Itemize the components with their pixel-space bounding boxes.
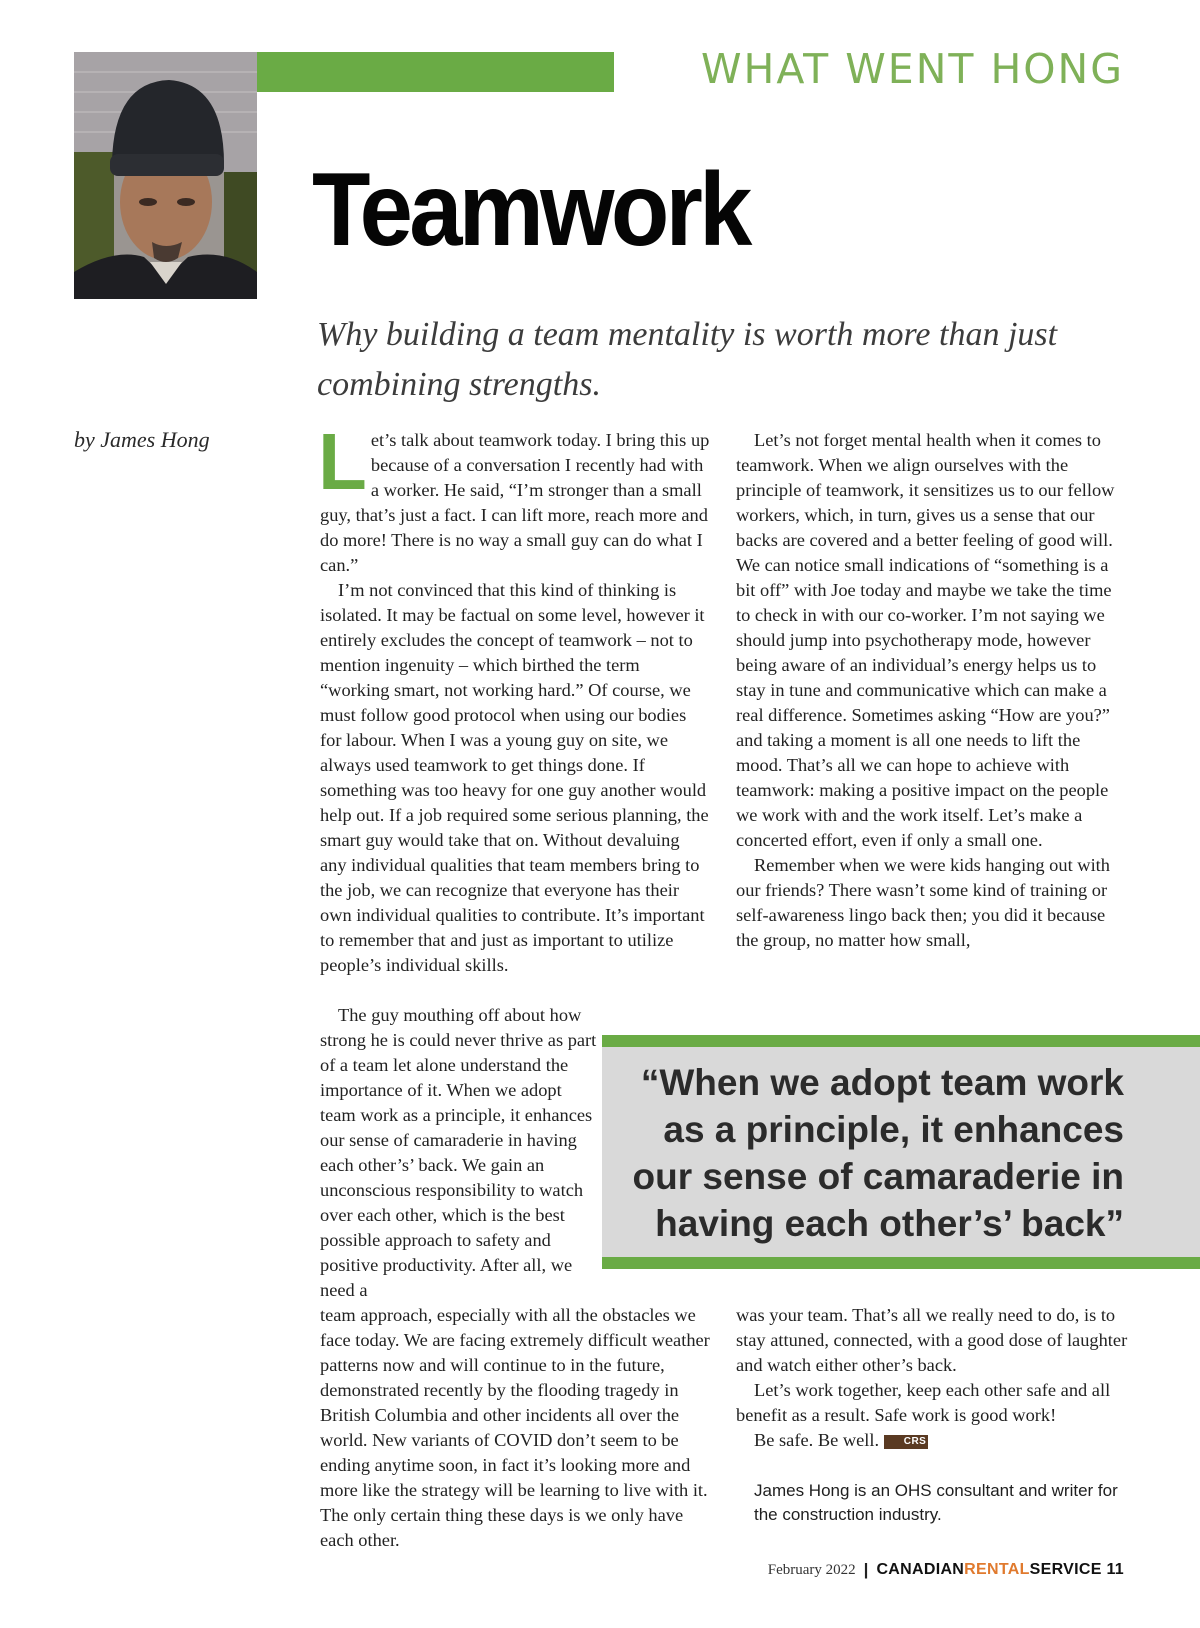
paragraph-5: Remember when we were kids hanging out with our friends? There wasn’t some kind of training or self-awareness lingo back then; you did it because the group, no matter how small, — [736, 855, 1110, 950]
article-subtitle: Why building a team mentality is worth more than just combining strengths. — [317, 316, 1058, 403]
paragraph-6: Let’s work together, keep each other safe and all benefit as a result. Safe work is good work! — [736, 1380, 1111, 1425]
paragraph-5-continued: was your team. That’s all we really need to do, is to stay attuned, connected, with a good dose of laughter and watch either other’s back. — [736, 1305, 1128, 1375]
brand-part-2: RENTAL — [964, 1561, 1030, 1578]
article-column-right-bottom — [736, 1303, 1128, 1527]
drop-cap: L — [318, 417, 367, 506]
issue-date: February 2022 — [767, 1561, 856, 1578]
paragraph-4: Let’s not forget mental health when it comes to teamwork. When we align ourselves with the principle of teamwork, it sensitizes us to our fellow workers, which, in turn, gives us a sense that our backs are covered and a better feeling of good will. We can notice small indications of “something is a bit off” with Joe today and maybe we take the time to check in with our co-worker. I’m not saying we should jump into psychotherapy mode, however being aware of an individual’s energy helps us to stay in tune and communicative which can make a real difference. Sometimes asking “How are you?” and taking a moment is all one needs to lift the mood. That’s all we can hope to achieve with teamwork: making a positive impact on the people we work with and the work itself. Let’s make a concerted effort, even if only a small one. — [736, 430, 1115, 850]
paragraph-7 — [736, 1428, 1128, 1453]
page-number: 11 — [1106, 1561, 1124, 1578]
pull-quote-container — [0, 1035, 1200, 1269]
section-label: WHAT WENT HONG — [700, 45, 1124, 93]
article-column-left-top — [318, 417, 710, 978]
paragraph-3: The guy mouthing off about how strong he is could never thrive as part of a team let alone understand the importance of it. When we adopt team work as a principle, it enhances our sense of camaraderie in having each other’s’ back. We gain an unconscious responsibility to watch over each other, which is the best possible approach to safety and positive productivity. After all, we need a — [320, 1005, 597, 1300]
paragraph-3-continued: team approach, especially with all the obstacles we face today. We are facing extremely difficult weather patterns now and will continue to in the future, demonstrated recently by the flooding tragedy in British Columbia and other incidents all over the world. New variants of COVID don’t seem to be ending anytime soon, in fact it’s looking more and more like the strategy will be learning to live with it. The only certain thing these days is we only have each other. — [320, 1305, 710, 1550]
article-title: Teamwork — [312, 152, 749, 268]
page-footer — [768, 1560, 1124, 1580]
author-photo — [74, 52, 257, 299]
author-byline: by James Hong — [74, 427, 210, 452]
header-accent-bar — [257, 52, 614, 92]
paragraph-2: I’m not convinced that this kind of thinking is isolated. It may be factual on some level, however it entirely excludes the concept of teamwork – not to mention ingenuity – which birthed the term “working smart, not working hard.” Of course, we must follow good protocol when using our bodies for labour. When I was a young guy on site, we always used teamwork to get things done. If something was too heavy for one guy another would help out. If a job required some serious planning, the smart guy would take that on. Without devaluing any individual qualities that team members bring to the job, we can recognize that everyone has their own individual qualities to contribute. It’s important to remember that and just as important to utilize people’s individual skills. — [320, 580, 709, 975]
pull-quote-text: “When we adopt team work as a principle, it enhances our sense of camaraderie in having each other’s’ back” — [632, 1062, 1124, 1244]
paragraph-7-text: Be safe. Be well. — [754, 1430, 880, 1450]
magazine-brand — [876, 1561, 1124, 1579]
paragraph-intro-text: et’s talk about teamwork today. I bring this up because of a conversation I recently had with a worker. He said, “I’m stronger than a small guy, that’s just a fact. I can lift more, reach more and do more! There is no way a small guy can do what I can.” — [320, 430, 710, 575]
brand-part-3: SERVICE — [1029, 1561, 1102, 1578]
end-mark-logo: CRS — [884, 1435, 929, 1449]
brand-part-1: CANADIAN — [876, 1561, 965, 1578]
author-bio: James Hong is an OHS consultant and writer for the construction industry. — [754, 1481, 1118, 1524]
article-column-right-top — [736, 428, 1128, 953]
author-portrait-image — [74, 52, 257, 299]
article-column-left-bottom — [320, 1303, 712, 1553]
footer-separator: | — [863, 1560, 869, 1579]
paragraph-intro — [318, 417, 710, 578]
